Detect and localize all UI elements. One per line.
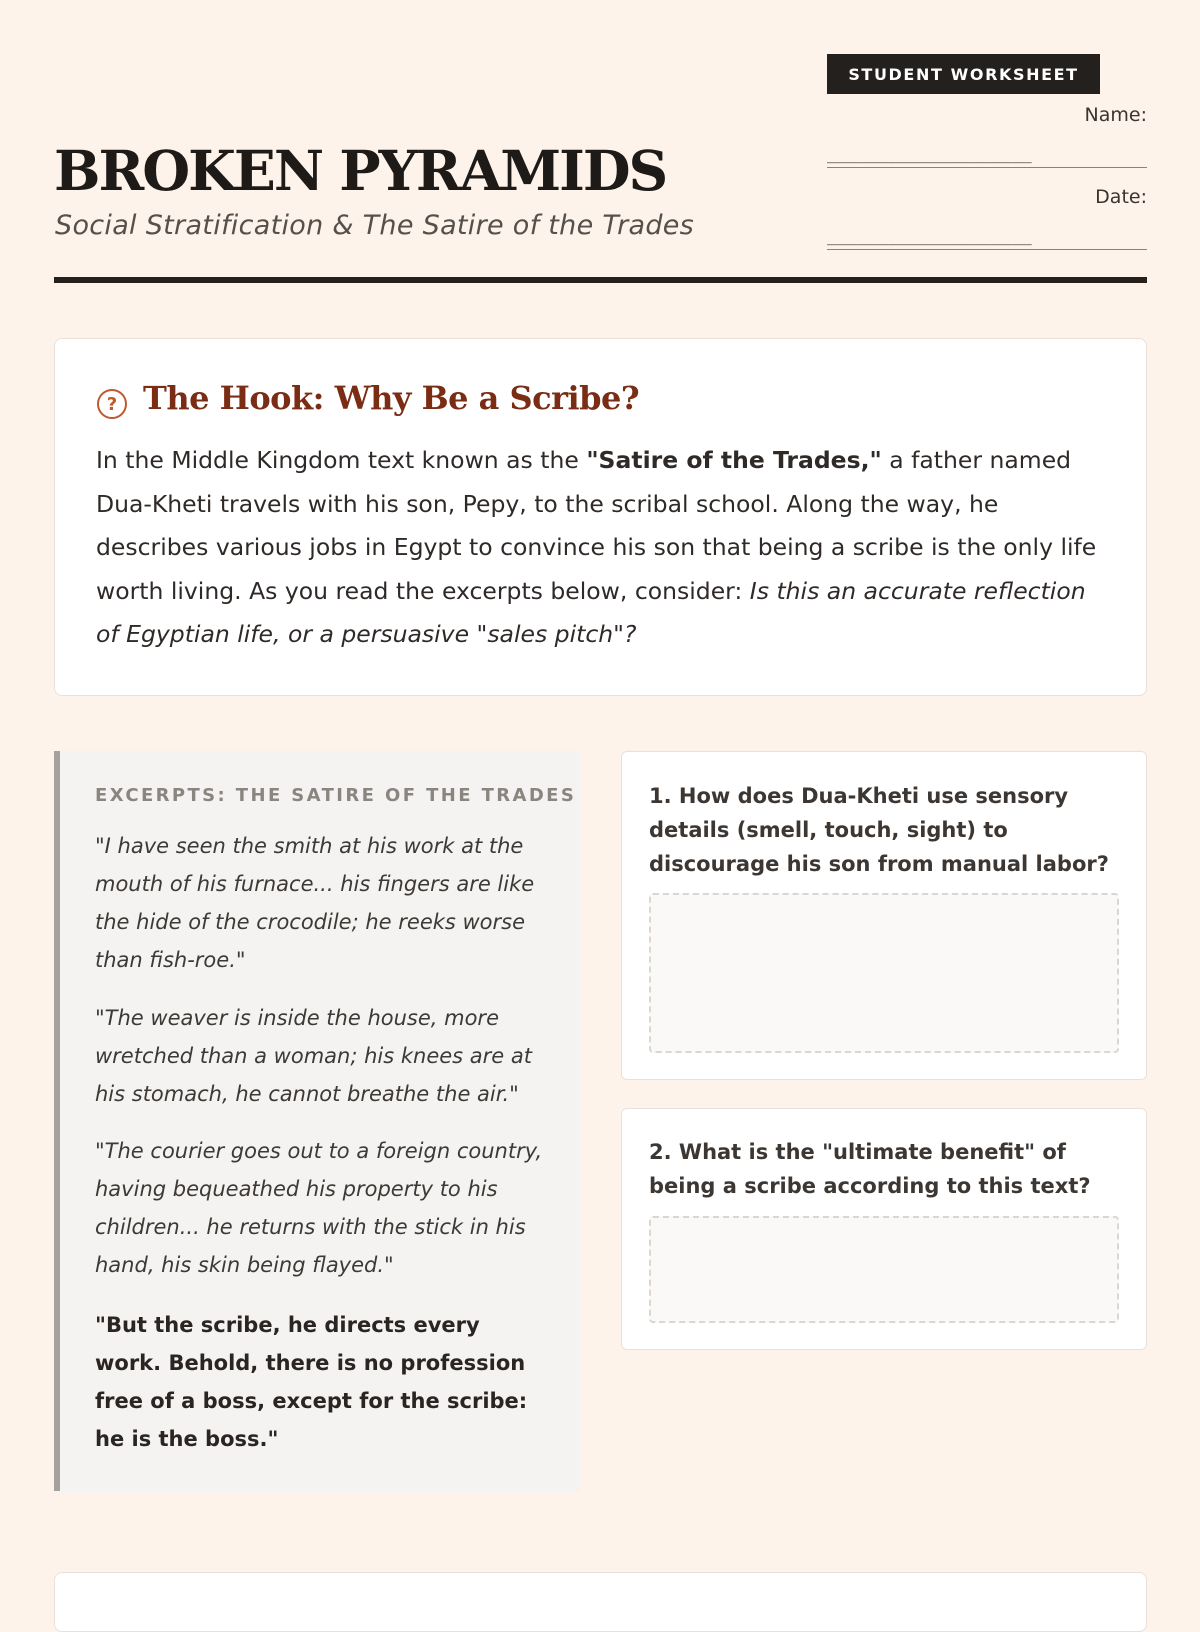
- answer-box[interactable]: [649, 1216, 1119, 1323]
- excerpt-conclusion: "But the scribe, he directs every work. Behold, there is no profession free of a boss, except for the scribe: he is the boss.": [95, 1313, 528, 1451]
- name-field[interactable]: ____________________: [827, 144, 1032, 164]
- page-subtitle: Social Stratification & The Satire of the Trades: [55, 210, 695, 241]
- hook-body: [96, 439, 1106, 657]
- worksheet-badge: STUDENT WORKSHEET: [827, 54, 1100, 94]
- hook-question: Is this an accurate reflection of Egyptian life, or a persuasive "sales pitch"?: [96, 576, 1086, 648]
- date-field-underline: [827, 249, 1147, 250]
- excerpts-label: EXCERPTS: THE SATIRE OF THE TRADES: [95, 785, 577, 806]
- hook-text-title: "Satire of the Trades,": [586, 446, 882, 474]
- date-label: Date:: [1095, 186, 1147, 208]
- excerpt-quote: "The weaver is inside the house, more wretched than a woman; his knees are at his stomach, he cannot breathe the air.": [95, 1006, 532, 1106]
- excerpt-quote: "The courier goes out to a foreign country, having bequeathed his property to his children... he returns with the stick in his hand, his skin being flayed.": [95, 1139, 543, 1277]
- hook-intro-text: In the Middle Kingdom text known as the: [96, 446, 587, 474]
- date-field[interactable]: ____________________: [827, 226, 1032, 246]
- hook-intro-continued: a father named Dua-Kheti travels with his son, Pepy, to the scribal school. Along the way, he describes various jobs in Egypt to convince his son that being a scribe is the only life worth living. As you read the excerpts below, consider:: [96, 446, 1097, 605]
- page-title: BROKEN PYRAMIDS: [54, 138, 667, 203]
- excerpts-panel: [54, 751, 580, 1491]
- header-divider: [54, 277, 1147, 283]
- name-label: Name:: [1084, 104, 1147, 126]
- question-circle-icon: ?: [97, 389, 127, 419]
- hook-heading: The Hook: Why Be a Scribe?: [143, 379, 640, 417]
- answer-box[interactable]: [649, 893, 1119, 1053]
- excerpt-quote: "I have seen the smith at his work at the mouth of his furnace... his fingers are like the hide of the crocodile; he reeks worse than fish-roe.": [95, 834, 535, 972]
- question-card-1: [621, 751, 1147, 1080]
- hook-card: [54, 338, 1147, 696]
- next-section-card: [54, 1572, 1147, 1632]
- name-field-underline: [827, 167, 1147, 168]
- question-text: 1. How does Dua-Kheti use sensory details (smell, touch, sight) to discourage his son from manual labor?: [649, 784, 1109, 876]
- question-card-2: [621, 1108, 1147, 1350]
- question-text: 2. What is the "ultimate benefit" of being a scribe according to this text?: [649, 1140, 1091, 1198]
